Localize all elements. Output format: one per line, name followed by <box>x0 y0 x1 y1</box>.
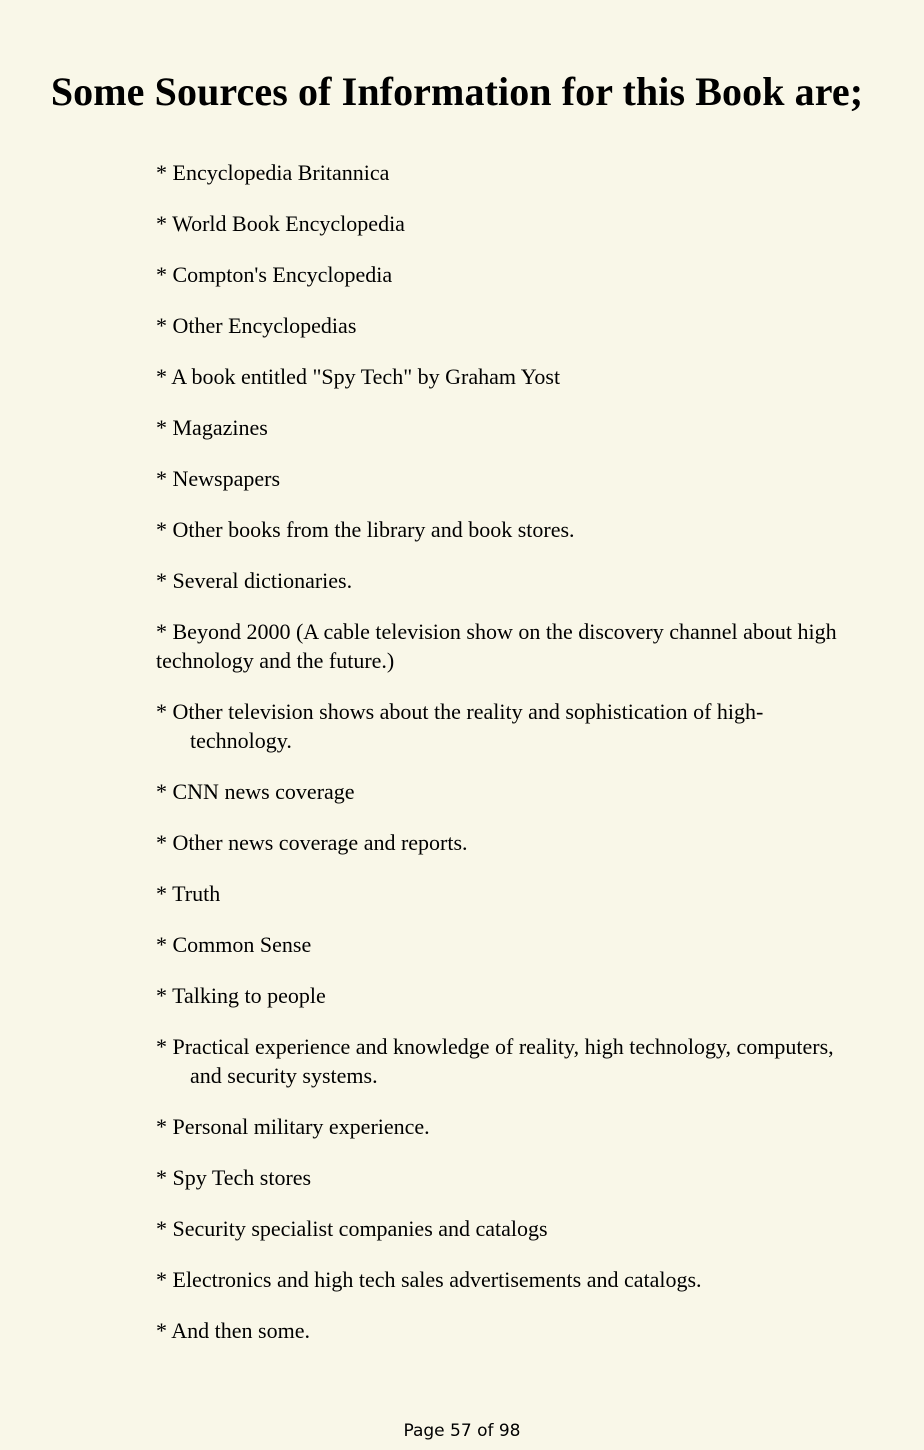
source-item: * Beyond 2000 (A cable television show on the discovery channel about high technology and the future.) <box>156 619 837 673</box>
page-number: Page 57 of 98 <box>403 1421 521 1441</box>
source-item: * Talking to people <box>156 983 326 1008</box>
source-item: * And then some. <box>156 1318 310 1343</box>
source-item: * Security specialist companies and catalogs <box>156 1216 548 1241</box>
source-item: * Personal military experience. <box>156 1114 430 1139</box>
source-item: * CNN news coverage <box>156 779 355 804</box>
sources-list <box>156 158 856 1367</box>
source-item: * Common Sense <box>156 932 312 957</box>
source-item: * Encyclopedia Britannica <box>156 160 390 185</box>
source-item: * Newspapers <box>156 466 281 491</box>
source-item: * Other news coverage and reports. <box>156 830 468 855</box>
source-item: * A book entitled "Spy Tech" by Graham Yost <box>156 364 561 389</box>
source-item: * Spy Tech stores <box>156 1165 312 1190</box>
source-item: * Other books from the library and book stores. <box>156 517 575 542</box>
source-item: * Several dictionaries. <box>156 568 353 593</box>
source-item: * Magazines <box>156 415 268 440</box>
source-item: * Other television shows about the reality and sophistication of high-technology. <box>156 699 764 753</box>
source-item: * Truth <box>156 881 221 906</box>
source-item: * World Book Encyclopedia <box>156 211 405 236</box>
source-item: * Other Encyclopedias <box>156 313 357 338</box>
source-item: * Practical experience and knowledge of reality, high technology, computers, and security systems. <box>156 1034 834 1088</box>
source-item: * Electronics and high tech sales advertisements and catalogs. <box>156 1267 702 1292</box>
source-item: * Compton's Encyclopedia <box>156 262 393 287</box>
page-title: Some Sources of Information for this Book are; <box>50 69 864 114</box>
